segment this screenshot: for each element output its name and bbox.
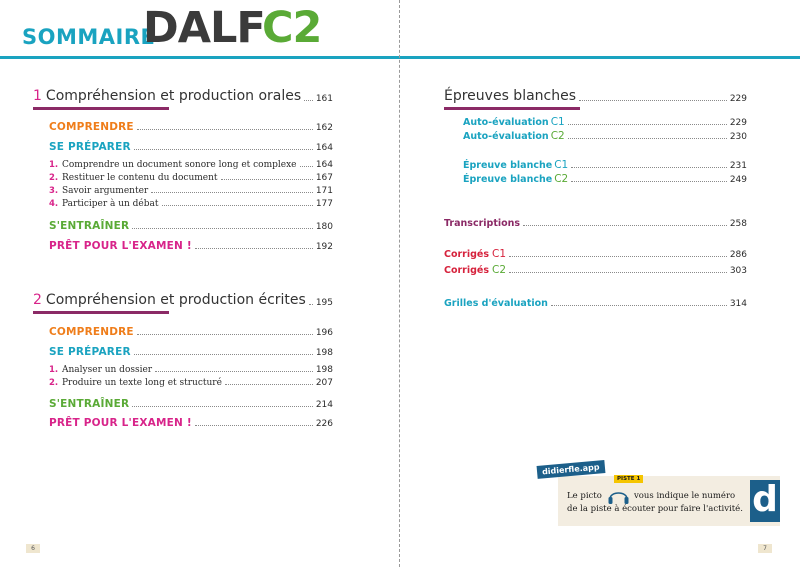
leader-dots bbox=[134, 354, 313, 355]
headphones-icon bbox=[606, 487, 631, 505]
toc-epreuve-blanche-c1[interactable] bbox=[463, 159, 747, 171]
toc-corriges-c2[interactable] bbox=[444, 264, 747, 276]
header-dalf: DALF bbox=[143, 3, 265, 53]
didier-logo: d bbox=[750, 480, 780, 522]
section-label: SE PRÉPARER bbox=[49, 141, 131, 153]
sub-number: 1. bbox=[49, 365, 59, 375]
header-sommaire: SOMMAIRE bbox=[22, 25, 156, 49]
toc-part-2[interactable] bbox=[33, 292, 333, 308]
section-label: COMPRENDRE bbox=[49, 121, 134, 133]
toc-section-comprendre-1[interactable] bbox=[49, 120, 333, 133]
item-page: 230 bbox=[729, 132, 747, 142]
leader-dots bbox=[571, 167, 727, 168]
leader-dots bbox=[571, 181, 727, 182]
part-2-number: 2 bbox=[33, 292, 42, 308]
toc-epreuve-blanche-c2[interactable] bbox=[463, 173, 747, 185]
part-1-page: 161 bbox=[315, 94, 333, 104]
sub-number: 4. bbox=[49, 199, 59, 209]
section-page: 164 bbox=[315, 143, 333, 153]
leader-dots bbox=[579, 100, 727, 101]
toc-section-se-preparer-1[interactable] bbox=[49, 140, 333, 153]
item-page: 314 bbox=[729, 299, 747, 309]
item-label: Grilles d'évaluation bbox=[444, 298, 548, 309]
item-level: C2 bbox=[550, 130, 565, 142]
item-label: Auto-évaluation bbox=[463, 131, 549, 142]
toc-section-comprendre-2[interactable] bbox=[49, 325, 333, 338]
toc-part-1[interactable] bbox=[33, 88, 333, 104]
item-page: 229 bbox=[729, 118, 747, 128]
leader-dots bbox=[509, 256, 727, 257]
folio-right: 7 bbox=[758, 544, 772, 553]
section-label: SE PRÉPARER bbox=[49, 346, 131, 358]
leader-dots bbox=[132, 228, 313, 229]
toc-sub-2-2[interactable] bbox=[49, 377, 333, 388]
toc-transcriptions[interactable] bbox=[444, 217, 747, 229]
epreuves-underline bbox=[444, 107, 580, 110]
toc-sub-1-2[interactable] bbox=[49, 172, 333, 183]
toc-section-se-preparer-2[interactable] bbox=[49, 345, 333, 358]
part-2-page: 195 bbox=[315, 298, 333, 308]
page-header bbox=[0, 0, 800, 60]
leader-dots bbox=[225, 384, 313, 385]
toc-sub-1-3[interactable] bbox=[49, 185, 333, 196]
info-text-line1-b: vous indique le numéro bbox=[634, 491, 736, 501]
leader-dots bbox=[151, 192, 313, 193]
sub-page: 167 bbox=[315, 173, 333, 183]
sub-number: 2. bbox=[49, 378, 59, 388]
part-1-title: Compréhension et production orales bbox=[45, 88, 302, 104]
part-1-number: 1 bbox=[33, 88, 42, 104]
toc-epreuves-blanches[interactable] bbox=[444, 88, 747, 104]
item-label: Corrigés bbox=[444, 249, 490, 260]
leader-dots bbox=[137, 334, 313, 335]
item-level: C1 bbox=[550, 116, 565, 128]
section-page: 196 bbox=[315, 328, 333, 338]
item-label: Transcriptions bbox=[444, 218, 521, 229]
sub-number: 1. bbox=[49, 160, 59, 170]
leader-dots bbox=[195, 248, 313, 249]
item-label: Corrigés bbox=[444, 265, 490, 276]
item-level: C1 bbox=[492, 248, 507, 260]
section-page: 198 bbox=[315, 348, 333, 358]
sub-label: Comprendre un document sonore long et complexe bbox=[62, 160, 297, 170]
section-page: 162 bbox=[315, 123, 333, 133]
leader-dots bbox=[155, 371, 313, 372]
item-level: C2 bbox=[554, 173, 569, 185]
leader-dots bbox=[568, 124, 727, 125]
section-page: 226 bbox=[315, 419, 333, 429]
section-label: S'ENTRAÎNER bbox=[49, 220, 130, 232]
item-level: C1 bbox=[554, 159, 569, 171]
item-page: 286 bbox=[729, 250, 747, 260]
epreuves-title: Épreuves blanches bbox=[444, 88, 577, 104]
leader-dots bbox=[523, 225, 727, 226]
toc-sub-1-4[interactable] bbox=[49, 198, 333, 209]
item-label: Épreuve blanche bbox=[463, 160, 553, 171]
audio-info-box bbox=[558, 476, 780, 526]
didierfle-app-badge[interactable]: didierfle.app bbox=[537, 460, 605, 479]
page-fold-divider bbox=[399, 0, 400, 567]
leader-dots bbox=[221, 179, 313, 180]
leader-dots bbox=[134, 149, 313, 150]
item-page: 231 bbox=[729, 161, 747, 171]
leader-dots bbox=[568, 138, 727, 139]
info-text-line2: de la piste à écouter pour faire l'activité. bbox=[567, 504, 743, 514]
toc-section-s-entrainer-1[interactable] bbox=[49, 219, 333, 232]
toc-grilles-evaluation[interactable] bbox=[444, 297, 747, 309]
section-label: PRÊT POUR L'EXAMEN ! bbox=[49, 417, 192, 429]
part-1-underline bbox=[33, 107, 169, 110]
sub-page: 198 bbox=[315, 365, 333, 375]
sub-label: Produire un texte long et structuré bbox=[62, 378, 222, 388]
section-page: 180 bbox=[315, 222, 333, 232]
sub-page: 164 bbox=[315, 160, 333, 170]
section-label: S'ENTRAÎNER bbox=[49, 398, 130, 410]
item-label: Épreuve blanche bbox=[463, 174, 553, 185]
toc-sub-2-1[interactable] bbox=[49, 364, 333, 375]
sub-label: Participer à un débat bbox=[62, 199, 159, 209]
epreuves-page: 229 bbox=[729, 94, 747, 104]
leader-dots bbox=[137, 129, 313, 130]
leader-dots bbox=[195, 425, 313, 426]
item-label: Auto-évaluation bbox=[463, 117, 549, 128]
leader-dots bbox=[162, 205, 313, 206]
folio-left: 6 bbox=[26, 544, 40, 553]
sub-label: Savoir argumenter bbox=[62, 186, 149, 196]
header-rule bbox=[0, 56, 800, 59]
toc-corriges-c1[interactable] bbox=[444, 248, 747, 260]
piste-tag: PISTE 1 bbox=[614, 475, 643, 483]
item-page: 249 bbox=[729, 175, 747, 185]
section-page: 192 bbox=[315, 242, 333, 252]
item-page: 303 bbox=[729, 266, 747, 276]
sub-page: 177 bbox=[315, 199, 333, 209]
sub-label: Restituer le contenu du document bbox=[62, 173, 218, 183]
leader-dots bbox=[551, 305, 727, 306]
leader-dots bbox=[309, 304, 313, 305]
item-page: 258 bbox=[729, 219, 747, 229]
leader-dots bbox=[132, 406, 313, 407]
toc-auto-evaluation-c1[interactable] bbox=[463, 116, 747, 128]
toc-section-pret-examen-2[interactable] bbox=[49, 416, 333, 429]
leader-dots bbox=[304, 100, 313, 101]
leader-dots bbox=[300, 166, 313, 167]
toc-sub-1-1[interactable] bbox=[49, 159, 333, 170]
sub-number: 2. bbox=[49, 173, 59, 183]
info-text-line1-a: Le picto bbox=[567, 491, 602, 501]
header-level: C2 bbox=[262, 3, 322, 53]
sub-page: 171 bbox=[315, 186, 333, 196]
toc-auto-evaluation-c2[interactable] bbox=[463, 130, 747, 142]
leader-dots bbox=[509, 272, 727, 273]
item-level: C2 bbox=[492, 264, 507, 276]
toc-section-s-entrainer-2[interactable] bbox=[49, 397, 333, 410]
sub-number: 3. bbox=[49, 186, 59, 196]
sub-page: 207 bbox=[315, 378, 333, 388]
section-label: COMPRENDRE bbox=[49, 326, 134, 338]
part-2-underline bbox=[33, 311, 169, 314]
toc-section-pret-examen-1[interactable] bbox=[49, 239, 333, 252]
part-2-title: Compréhension et production écrites bbox=[45, 292, 306, 308]
sub-label: Analyser un dossier bbox=[62, 365, 153, 375]
section-label: PRÊT POUR L'EXAMEN ! bbox=[49, 240, 192, 252]
section-page: 214 bbox=[315, 400, 333, 410]
